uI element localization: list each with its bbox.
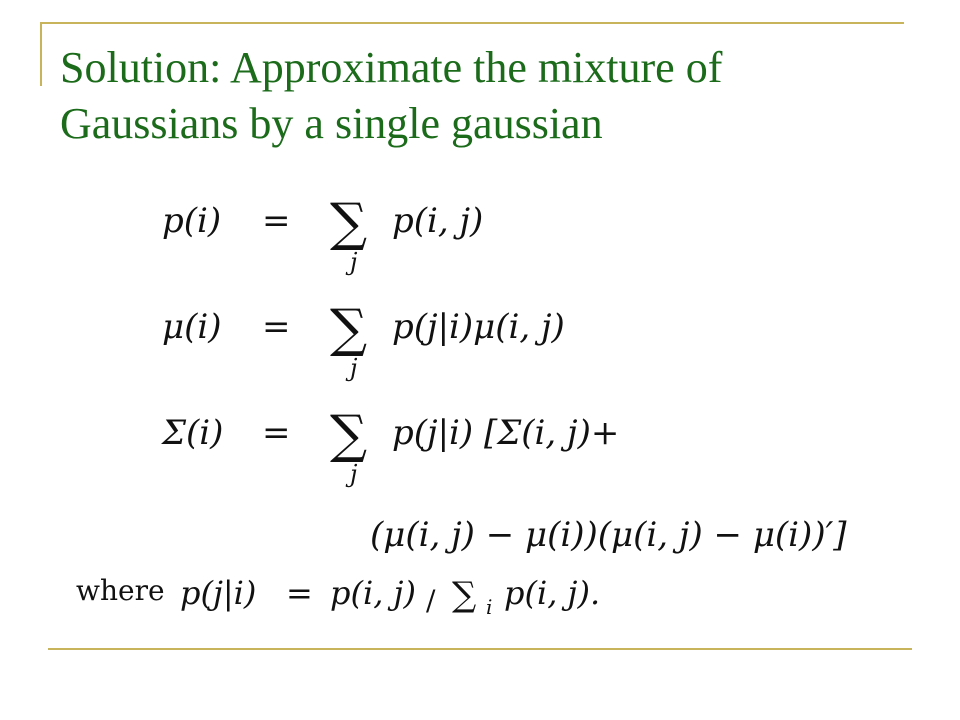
eq3-rhs: p(j|i) [Σ(i, j)+ [392,413,620,453]
eq1-sum-index: j [350,248,358,276]
eq2-equals: = [262,307,291,347]
eq3-rhs-continuation: (μ(i, j) − μ(i))(μ(i, j) − μ(i))′] [370,515,847,555]
where-sum-index: i [486,595,493,619]
where-slash: / [426,584,436,617]
where-equals: = [286,574,313,612]
eq1-rhs: p(i, j) [392,201,484,241]
eq1-sum-symbol: ∑ [330,193,368,253]
eq3-equals: = [262,413,291,453]
bottom-rule [48,648,912,650]
eq2-rhs: p(j|i)μ(i, j) [392,307,565,347]
slide-title: Solution: Approximate the mixture of Gaussians by a single gaussian [60,43,723,148]
eq3-sum-index: j [350,460,358,488]
where-word: where [76,574,165,607]
eq1-equals: = [262,201,291,241]
where-denominator: p(i, j). [504,574,601,612]
eq2-sum-symbol: ∑ [330,299,368,359]
where-lhs: p(j|i) [180,574,257,612]
eq3-lhs: Σ(i) [162,413,224,453]
eq2-lhs: μ(i) [162,307,222,347]
eq2-sum-index: j [350,354,358,382]
where-numerator: p(i, j) [330,574,416,612]
eq1-lhs: p(i) [162,201,222,241]
eq3-sum-symbol: ∑ [330,405,368,465]
where-sum-symbol: ∑ [452,575,477,615]
